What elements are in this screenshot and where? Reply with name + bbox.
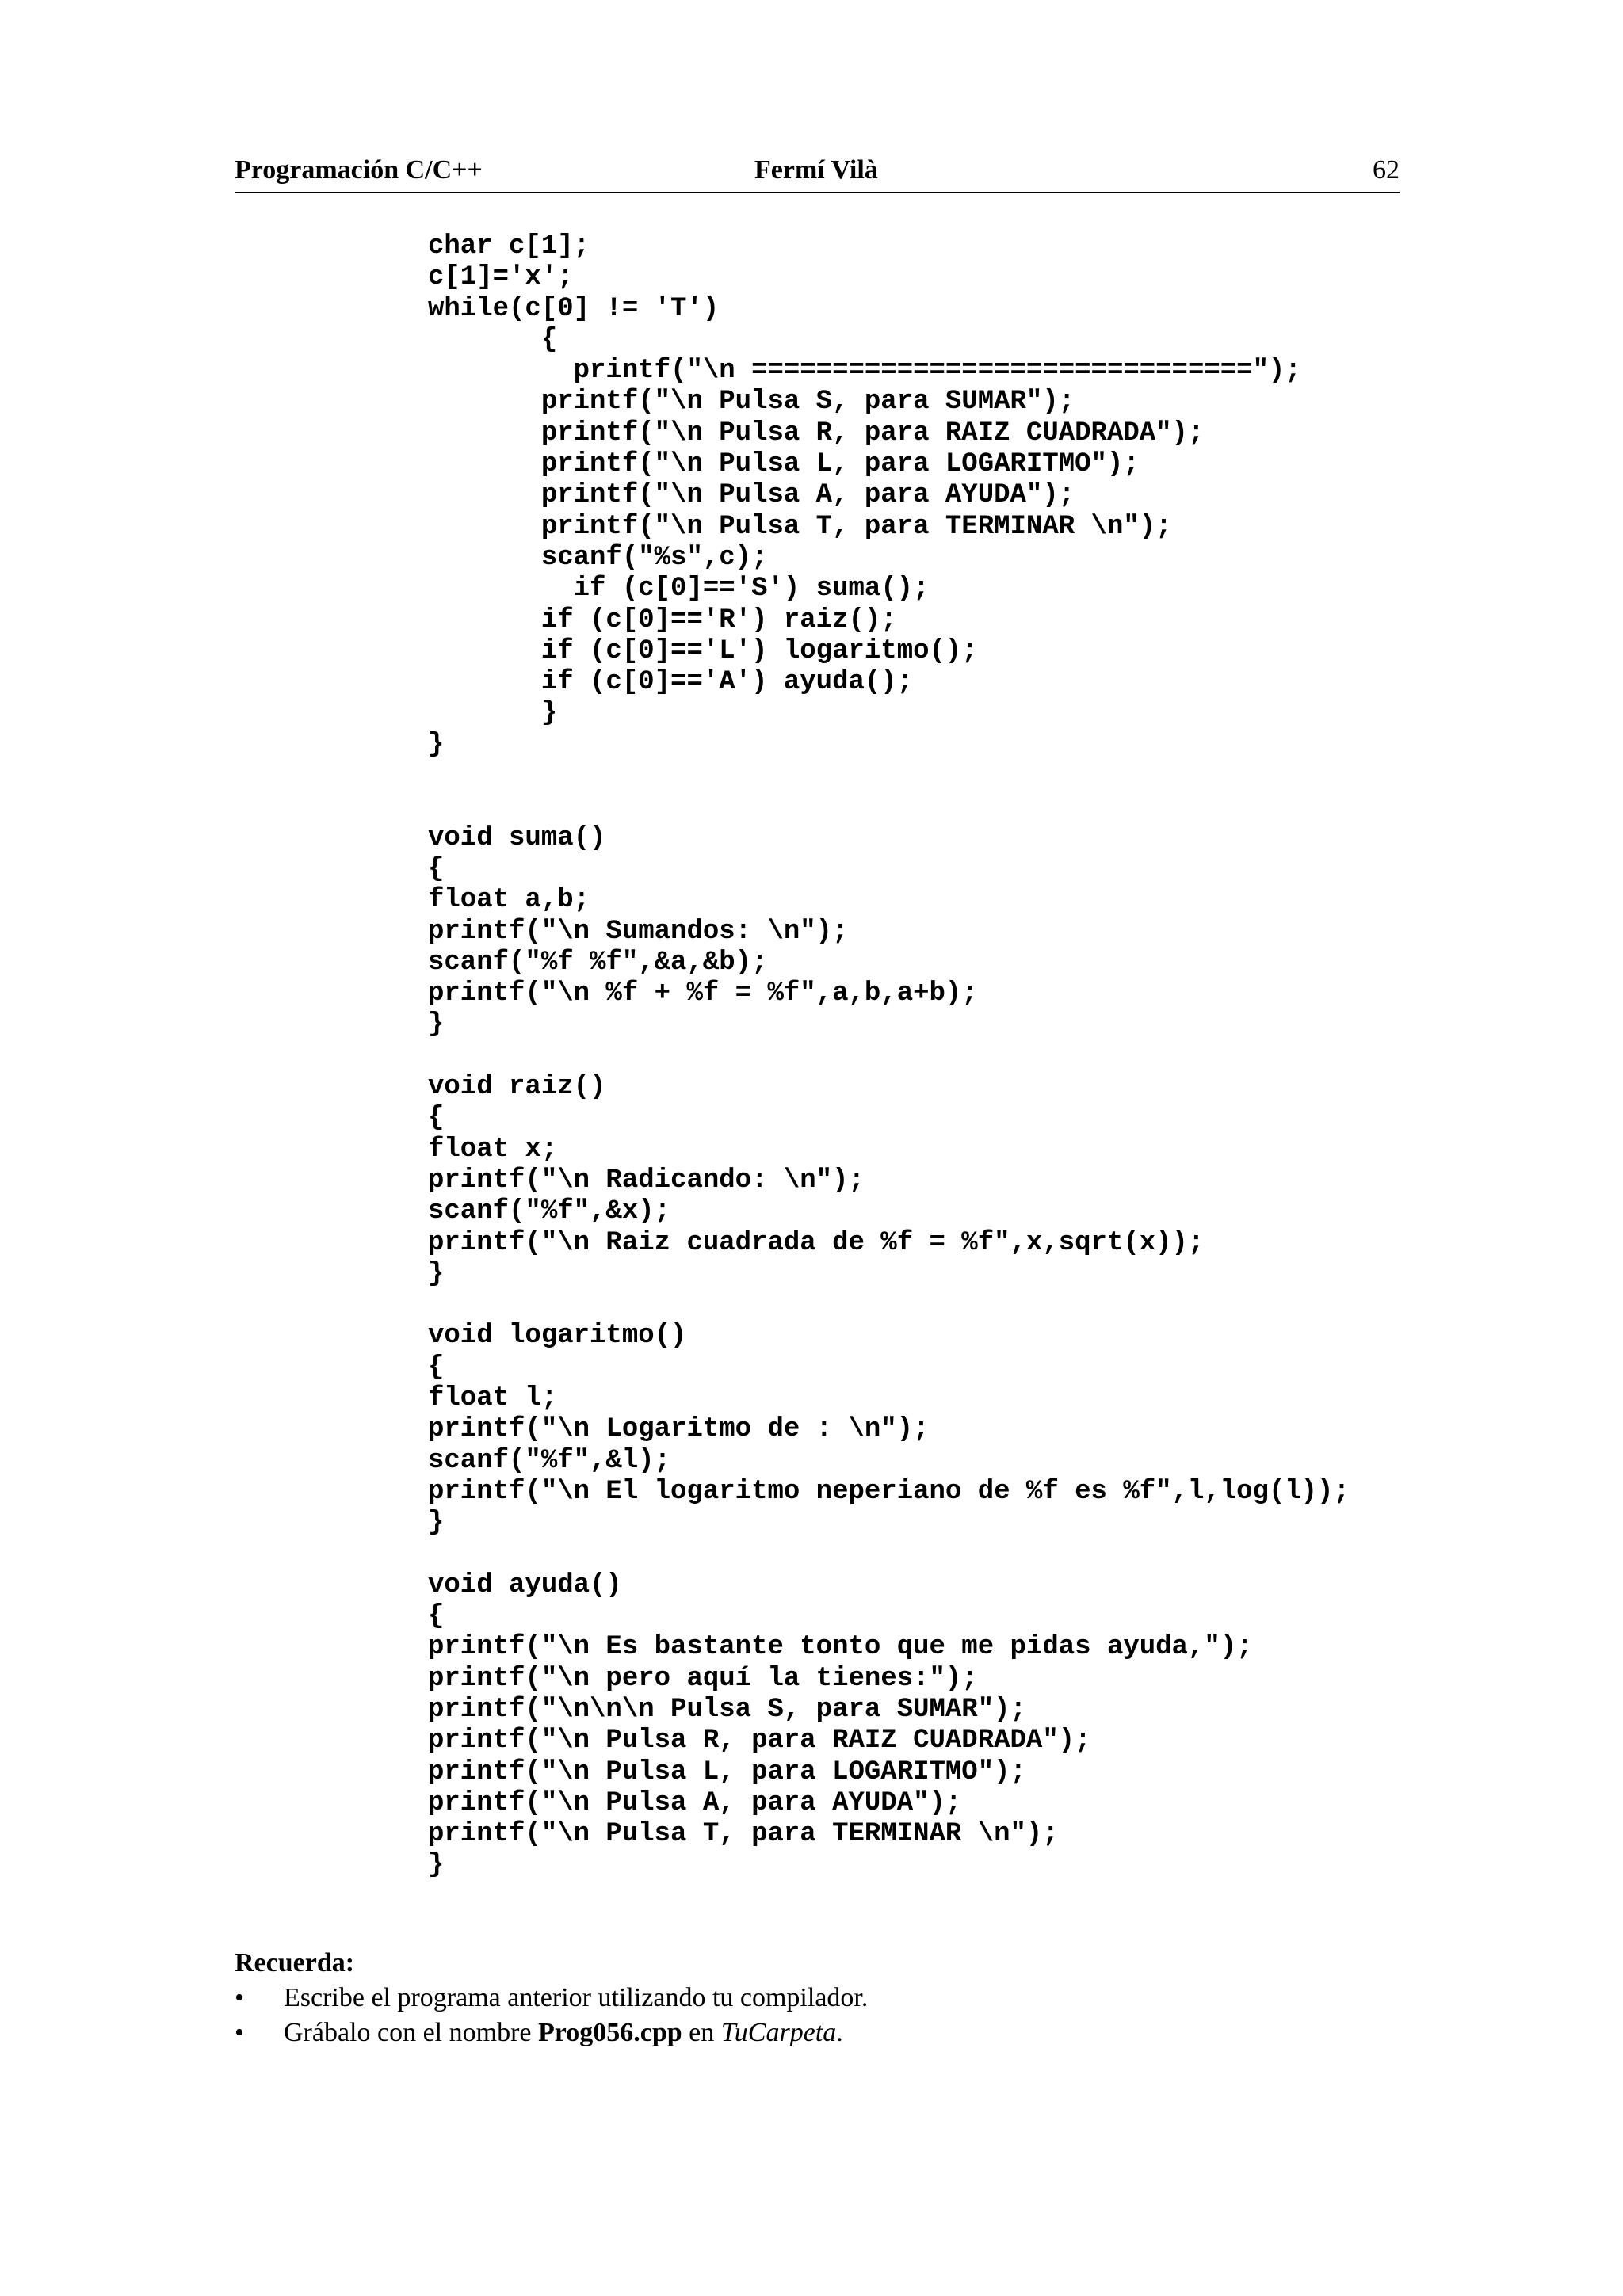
reminder-section bbox=[235, 1946, 868, 2050]
reminder-title: Recuerda: bbox=[235, 1948, 355, 1978]
reminder-item-text-suffix: . bbox=[836, 2018, 843, 2047]
code-line: scanf("%f %f",&a,&b); bbox=[428, 947, 768, 978]
code-line: printf("\n ==============================="); bbox=[428, 356, 1301, 387]
file-name: Prog056.cpp bbox=[538, 2018, 682, 2047]
folder-name: TuCarpeta bbox=[720, 2018, 837, 2047]
code-line: c[1]='x'; bbox=[428, 262, 574, 293]
code-line: if (c[0]=='A') ayuda(); bbox=[428, 667, 914, 698]
code-line: scanf("%f",&l); bbox=[428, 1445, 671, 1476]
code-line: printf("\n Raiz cuadrada de %f = %f",x,sqrt(x)); bbox=[428, 1227, 1205, 1258]
code-line: scanf("%s",c); bbox=[428, 542, 768, 573]
code-line: } bbox=[428, 1009, 445, 1040]
code-line: printf("\n Pulsa T, para TERMINAR \n"); bbox=[428, 511, 1172, 542]
code-line: printf("\n Sumandos: \n"); bbox=[428, 916, 849, 947]
header-page-number: 62 bbox=[1373, 155, 1400, 185]
code-line bbox=[428, 1290, 1350, 1321]
code-line: printf("\n Pulsa L, para LOGARITMO"); bbox=[428, 449, 1140, 480]
code-line: printf("\n El logaritmo neperiano de %f es %f",l,log(l)); bbox=[428, 1476, 1350, 1507]
code-line: { bbox=[428, 324, 558, 355]
bullet-icon: • bbox=[235, 2018, 244, 2047]
page-header bbox=[235, 155, 1400, 193]
code-line: printf("\n Pulsa R, para RAIZ CUADRADA"); bbox=[428, 418, 1205, 448]
reminder-item bbox=[235, 1981, 868, 2016]
code-line: scanf("%f",&x); bbox=[428, 1196, 671, 1227]
code-line: void ayuda() bbox=[428, 1569, 622, 1600]
code-line: char c[1]; bbox=[428, 231, 590, 261]
code-line: float a,b; bbox=[428, 885, 590, 916]
code-line: if (c[0]=='R') raiz(); bbox=[428, 605, 897, 635]
code-line: { bbox=[428, 1103, 445, 1134]
code-line: printf("\n Pulsa T, para TERMINAR \n"); bbox=[428, 1819, 1059, 1850]
code-line: printf("\n Pulsa A, para AYUDA"); bbox=[428, 1787, 962, 1818]
code-line bbox=[428, 761, 1350, 791]
code-line: printf("\n %f + %f = %f",a,b,a+b); bbox=[428, 978, 978, 1009]
reminder-item-text-prefix: Grábalo con el nombre bbox=[284, 2018, 538, 2047]
code-line: void logaritmo() bbox=[428, 1321, 687, 1352]
code-line: float l; bbox=[428, 1383, 558, 1413]
code-line: } bbox=[428, 729, 445, 760]
code-line: { bbox=[428, 853, 445, 884]
reminder-item bbox=[235, 2016, 868, 2050]
code-listing bbox=[428, 231, 1350, 1882]
code-line bbox=[428, 1539, 1350, 1569]
code-line: printf("\n Es bastante tonto que me pidas ayuda,"); bbox=[428, 1632, 1253, 1663]
code-line: { bbox=[428, 1601, 445, 1632]
code-line: float x; bbox=[428, 1134, 558, 1165]
code-line: void suma() bbox=[428, 822, 606, 853]
header-book-title: Programación C/C++ bbox=[235, 155, 483, 185]
code-line bbox=[428, 1041, 1350, 1072]
code-line: } bbox=[428, 698, 558, 729]
code-line bbox=[428, 791, 1350, 822]
code-line: void raiz() bbox=[428, 1072, 606, 1103]
code-line: printf("\n pero aquí la tienes:"); bbox=[428, 1663, 978, 1694]
code-line: } bbox=[428, 1508, 445, 1539]
code-line: printf("\n\n\n Pulsa S, para SUMAR"); bbox=[428, 1694, 1026, 1725]
code-line: while(c[0] != 'T') bbox=[428, 293, 720, 324]
reminder-item-text-mid: en bbox=[682, 2018, 721, 2047]
bullet-icon: • bbox=[235, 1983, 244, 2012]
code-line: printf("\n Pulsa A, para AYUDA"); bbox=[428, 480, 1075, 511]
code-line: printf("\n Pulsa L, para LOGARITMO"); bbox=[428, 1756, 1026, 1787]
code-line: } bbox=[428, 1258, 445, 1289]
code-line: printf("\n Pulsa R, para RAIZ CUADRADA"); bbox=[428, 1726, 1091, 1756]
reminder-item-text: Escribe el programa anterior utilizando tu compilador. bbox=[284, 1983, 869, 2012]
code-line: } bbox=[428, 1850, 445, 1881]
code-line: if (c[0]=='L') logaritmo(); bbox=[428, 635, 978, 666]
code-line: printf("\n Radicando: \n"); bbox=[428, 1165, 865, 1196]
code-line: if (c[0]=='S') suma(); bbox=[428, 574, 930, 605]
code-line: printf("\n Pulsa S, para SUMAR"); bbox=[428, 387, 1075, 418]
code-line: printf("\n Logaritmo de : \n"); bbox=[428, 1414, 930, 1445]
header-author: Fermí Vilà bbox=[754, 155, 878, 185]
code-line: { bbox=[428, 1352, 445, 1383]
